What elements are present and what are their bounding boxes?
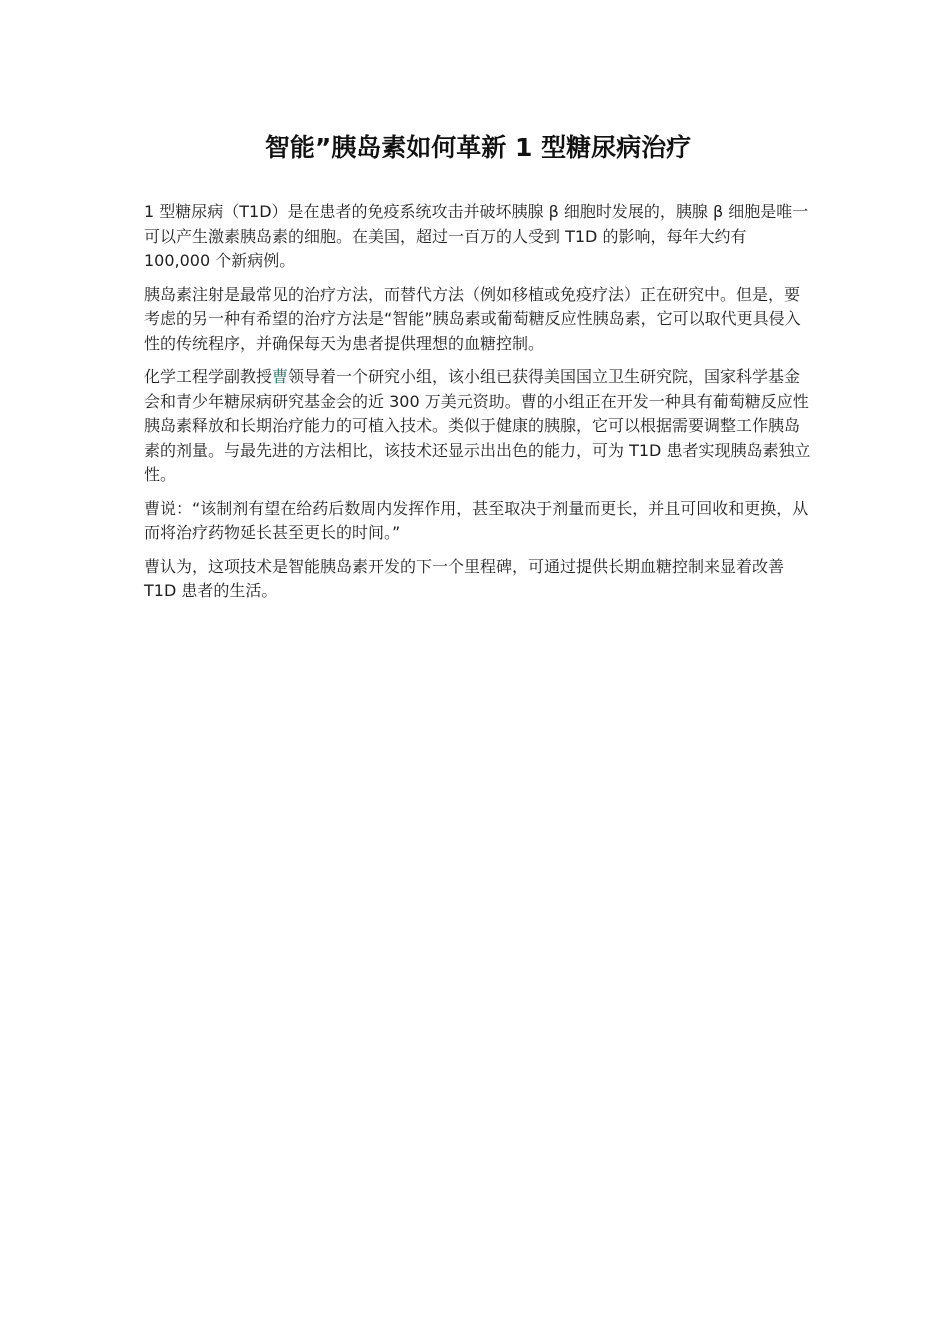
professor-name-link[interactable]: 曹: [272, 367, 289, 386]
paragraph-3-text-before: 化学工程学副教授: [144, 367, 273, 386]
article-title: 智能”胰岛素如何革新 1 型糖尿病治疗: [264, 133, 692, 162]
paragraph-1: 1 型糖尿病（T1D）是在患者的免疫系统攻击并破坏胰腺 β 细胞时发展的，胰腺 β 细胞是唯一可以产生激素胰岛素的细胞。在美国，超过一百万的人受到 T1D 的影响，每年大约有 100,000 个新病例。: [144, 202, 809, 270]
paragraph-3: [144, 365, 812, 488]
paragraph-3-text-after: 领导着一个研究小组，该小组已获得美国国立卫生研究院，国家科学基金会和青少年糖尿病研究基金会的近 300 万美元资助。曹的小组正在开发一种具有葡萄糖反应性胰岛素释放和长期治疗能力的可植入技术。类似于健康的胰腺，它可以根据需要调整工作胰岛素的剂量。与最先进的方法相比，该技术还显示出出色的能力，可为 T1D 患者实现胰岛素独立性。: [144, 367, 811, 484]
paragraph-5: 曹认为，这项技术是智能胰岛素开发的下一个里程碑，可通过提供长期血糖控制来显着改善 T1D 患者的生活。: [144, 556, 785, 600]
paragraph-4: 曹说：“该制剂有望在给药后数周内发挥作用，甚至取决于剂量而更长，并且可回收和更换，从而将治疗药物延长甚至更长的时间。”: [144, 498, 809, 542]
paragraph-2: 胰岛素注射是最常见的治疗方法，而替代方法（例如移植或免疫疗法）正在研究中。但是，要考虑的另一种有希望的治疗方法是“智能”胰岛素或葡萄糖反应性胰岛素，它可以取代更具侵入性的传统程序，并确保每天为患者提供理想的血糖控制。: [144, 284, 801, 353]
document-page: [144, 128, 812, 613]
